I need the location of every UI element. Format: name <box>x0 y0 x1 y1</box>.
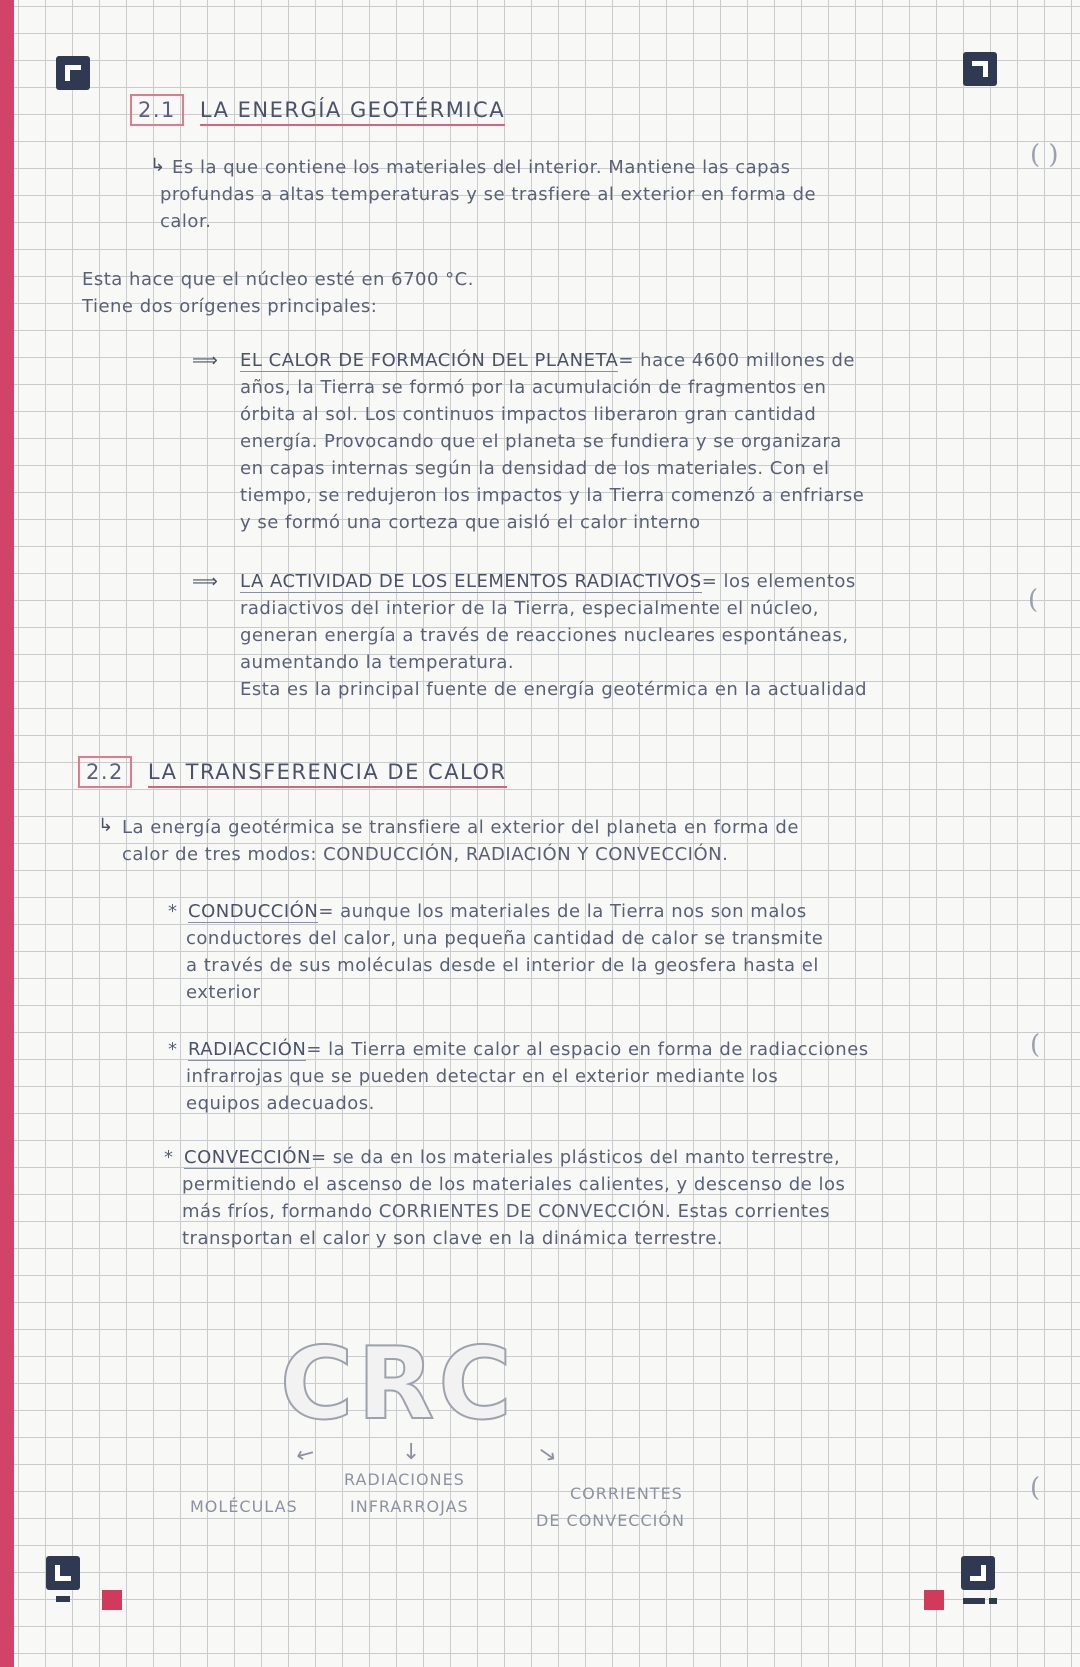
corner-marker-bottom-left-icon <box>46 1556 80 1590</box>
ring-hole-mark: ( <box>1028 585 1039 615</box>
conduccion-line: = aunque los materiales de la Tierra nos son malos <box>318 901 807 922</box>
conveccion-line: más fríos, formando CORRIENTES DE CONVECCIÓN. Estas corrientes <box>182 1201 830 1222</box>
label-infrarrojas: INFRARROJAS <box>350 1497 469 1516</box>
section-title: LA ENERGÍA GEOTÉRMICA <box>200 98 505 126</box>
intro-line: calor de tres modos: CONDUCCIÓN, RADIACIÓN Y CONVECCIÓN. <box>122 844 729 865</box>
intro-line: Tiene dos orígenes principales: <box>82 296 378 317</box>
conveccion-line: = se da en los materiales plásticos del manto terrestre, <box>310 1147 841 1168</box>
intro-line: Esta hace que el núcleo esté en 6700 °C. <box>82 269 474 290</box>
origin-2-line: generan energía a través de reacciones nucleares espontáneas, <box>240 625 849 646</box>
radiaccion-item <box>188 1036 869 1063</box>
origin-2-line: aumentando la temperatura. <box>240 652 515 673</box>
section-heading-2-1 <box>130 94 505 126</box>
label-corrientes: CORRIENTES <box>570 1484 683 1503</box>
origin-1-line: en capas internas según la densidad de los materiales. Con el <box>240 458 830 479</box>
conveccion-line: transportan el calor y son clave en la dinámica terrestre. <box>182 1228 723 1249</box>
arrow-icon: ⟹ <box>192 350 219 371</box>
arrow-down-icon: ↓ <box>402 1440 421 1465</box>
dash-mark <box>989 1598 997 1604</box>
crc-bubble-letters: CRC <box>280 1325 516 1442</box>
arrow-left-icon: ↙ <box>290 1439 320 1470</box>
label-de-conveccion: DE CONVECCIÓN <box>536 1511 685 1530</box>
ring-hole-mark: ( <box>1030 1030 1041 1060</box>
conveccion-line: permitiendo el ascenso de los materiales calientes, y descenso de los <box>182 1174 846 1195</box>
section-number: 2.1 <box>130 94 184 126</box>
corner-marker-top-left-icon <box>56 56 90 90</box>
origin-1-line: y se formó una corteza que aisló el calor interno <box>240 512 701 533</box>
definition-line: profundas a altas temperaturas y se trasfiere al exterior en forma de <box>160 184 817 205</box>
origin-2 <box>240 568 856 595</box>
conduccion-line: conductores del calor, una pequeña cantidad de calor se transmite <box>186 928 824 949</box>
origin-1-title: EL CALOR DE FORMACIÓN DEL PLANETA <box>240 350 619 371</box>
origin-2-line: Esta es la principal fuente de energía geotérmica en la actualidad <box>240 679 868 700</box>
label-radiaciones: RADIACIONES <box>344 1470 465 1489</box>
conduccion-title: CONDUCCIÓN <box>188 901 319 922</box>
section-heading-2-2 <box>78 756 507 788</box>
ring-hole-mark: ( <box>1030 1473 1041 1503</box>
conveccion-item <box>184 1144 840 1171</box>
radiaccion-line: equipos adecuados. <box>186 1093 375 1114</box>
origin-2-title: LA ACTIVIDAD DE LOS ELEMENTOS RADIACTIVOS <box>240 571 702 592</box>
radiaccion-line: = la Tierra emite calor al espacio en forma de radiacciones <box>306 1039 869 1060</box>
dash-mark <box>56 1596 70 1602</box>
origin-1-line: = hace 4600 millones de <box>618 350 855 371</box>
conveccion-title: CONVECCIÓN <box>184 1147 311 1168</box>
pink-page-edge <box>0 0 14 1667</box>
ring-hole-mark: ( ) <box>1030 140 1059 170</box>
section-title: LA TRANSFERENCIA DE CALOR <box>148 760 507 788</box>
origin-1 <box>240 347 855 374</box>
origin-1-line: tiempo, se redujeron los impactos y la Tierra comenzó a enfriarse <box>240 485 865 506</box>
conduccion-item <box>188 898 807 925</box>
dash-mark <box>963 1598 985 1604</box>
radiaccion-title: RADIACCIÓN <box>188 1039 307 1060</box>
arrow-right-icon: ↘ <box>535 1440 559 1469</box>
bullet-star-icon: * <box>168 901 178 922</box>
corner-marker-top-right-icon <box>963 52 997 86</box>
definition-line: Es la que contiene los materiales del interior. Mantiene las capas <box>172 157 791 178</box>
conduccion-line: exterior <box>186 982 261 1003</box>
radiaccion-line: infrarrojas que se pueden detectar en el exterior mediante los <box>186 1066 779 1087</box>
origin-1-line: órbita al sol. Los continuos impactos liberaron gran cantidad <box>240 404 817 425</box>
arrow-icon: ↳ <box>98 815 114 836</box>
red-square-mark <box>924 1590 944 1610</box>
conduccion-line: a través de sus moléculas desde el interior de la geosfera hasta el <box>186 955 819 976</box>
arrow-icon: ↳ <box>150 155 166 176</box>
definition-line: calor. <box>160 211 212 232</box>
bullet-star-icon: * <box>164 1147 174 1168</box>
corner-marker-bottom-right-icon <box>961 1556 995 1590</box>
intro-line: La energía geotérmica se transfiere al exterior del planeta en forma de <box>122 817 799 838</box>
origin-1-line: años, la Tierra se formó por la acumulación de fragmentos en <box>240 377 827 398</box>
section-number: 2.2 <box>78 756 132 788</box>
origin-2-line: = los elementos <box>701 571 856 592</box>
bullet-star-icon: * <box>168 1039 178 1060</box>
red-square-mark <box>102 1590 122 1610</box>
origin-1-line: energía. Provocando que el planeta se fundiera y se organizara <box>240 431 842 452</box>
origin-2-line: radiactivos del interior de la Tierra, especialmente el núcleo, <box>240 598 819 619</box>
arrow-icon: ⟹ <box>192 571 219 592</box>
label-moleculas: MOLÉCULAS <box>190 1497 298 1516</box>
